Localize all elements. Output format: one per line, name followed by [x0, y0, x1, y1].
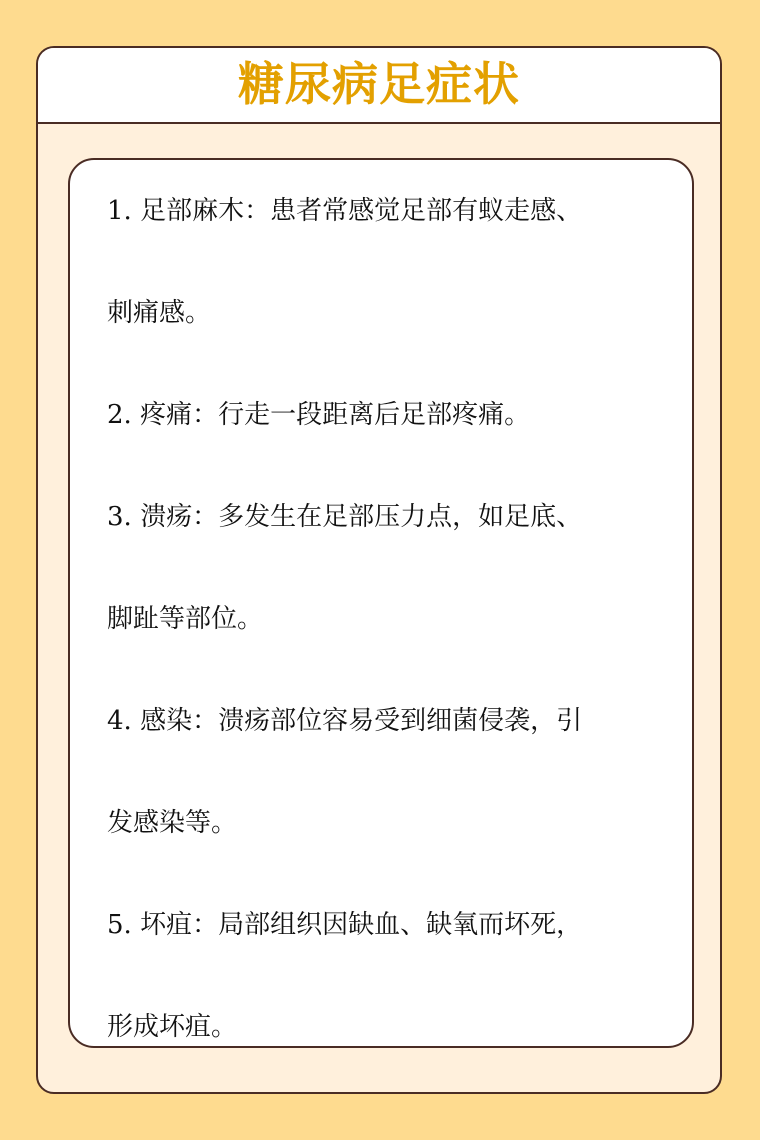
symptom-list	[107, 177, 667, 1094]
symptom-line-8	[107, 891, 667, 993]
item-number: 1.	[107, 196, 141, 226]
content-card	[68, 158, 694, 1048]
item-number: 2.	[107, 400, 141, 430]
line-text: 形成坏疽。	[107, 1012, 238, 1042]
symptom-line-4	[107, 483, 667, 585]
symptom-line-1	[107, 177, 667, 279]
page-title: 糖尿病足症状	[238, 57, 520, 111]
item-number: 5.	[107, 910, 141, 940]
line-text: 感染：溃疡部位容易受到细菌侵袭，引	[140, 706, 583, 736]
line-text: 足部麻木：患者常感觉足部有蚁走感、	[140, 196, 583, 226]
line-text: 刺痛感。	[107, 298, 212, 328]
symptom-line-6	[107, 687, 667, 789]
symptom-line-3	[107, 381, 667, 483]
title-bar	[38, 48, 720, 124]
line-text: 疼痛：行走一段距离后足部疼痛。	[140, 400, 531, 430]
symptom-line-9	[107, 993, 667, 1094]
item-number: 3.	[107, 502, 141, 532]
line-text: 溃疡：多发生在足部压力点，如足底、	[140, 502, 583, 532]
outer-card	[36, 46, 722, 1094]
item-number: 4.	[107, 706, 141, 736]
symptom-line-7	[107, 789, 667, 891]
line-text: 脚趾等部位。	[107, 604, 264, 634]
symptom-line-5	[107, 585, 667, 687]
line-text: 坏疽：局部组织因缺血、缺氧而坏死，	[140, 910, 583, 940]
symptom-line-2	[107, 279, 667, 381]
line-text: 发感染等。	[107, 808, 238, 838]
